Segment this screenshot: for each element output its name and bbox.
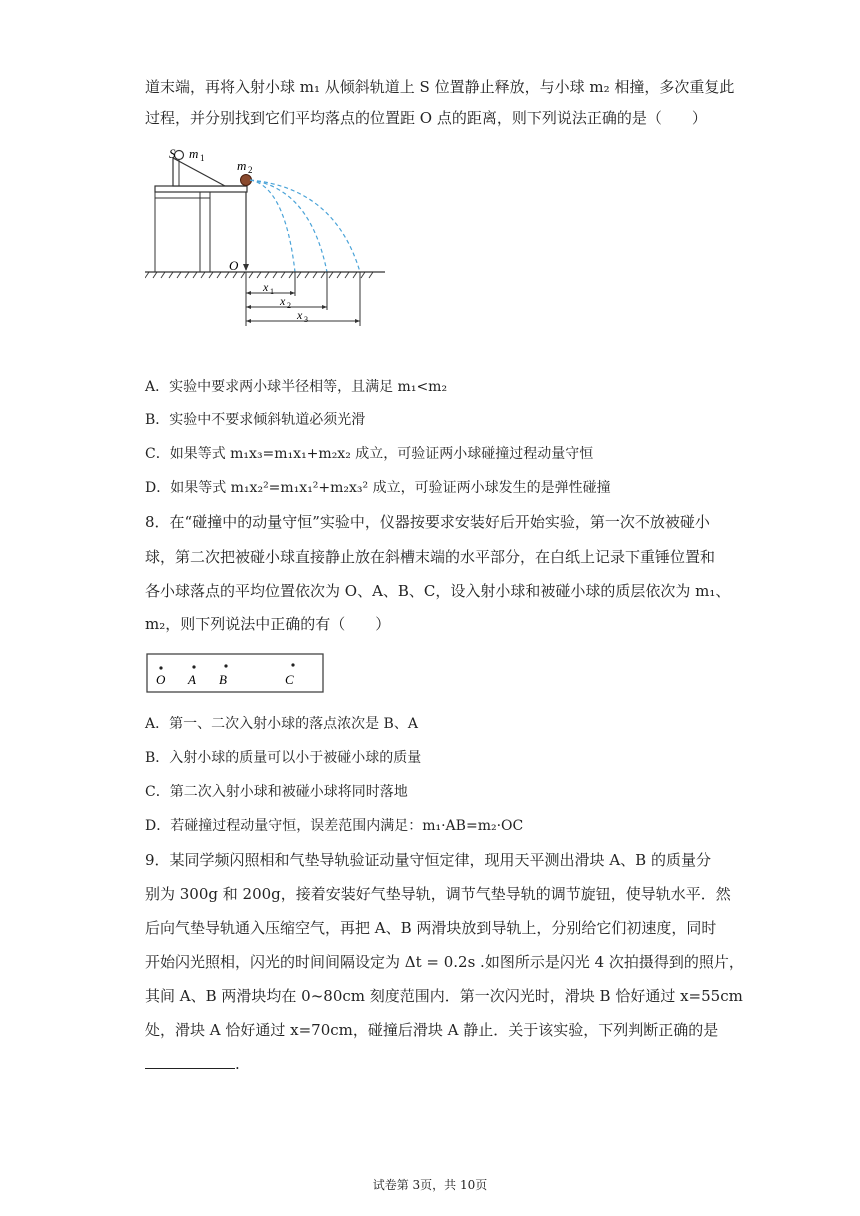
table-frame — [155, 192, 210, 272]
label-m2: m — [237, 158, 247, 173]
label-point-B: B — [219, 672, 227, 687]
label-x1: x — [263, 280, 269, 294]
q8-line-2: 球，第二次把被碰小球直接静止放在斜槽末端的水平部分，在白纸上记录下重锤位置和 — [145, 548, 716, 566]
label-m2-sub: 2 — [248, 165, 253, 175]
q8-line-3: 各小球落点的平均位置依次为 O、A、B、C，设入射小球和被碰小球的质层依次为 m₁、 — [145, 582, 731, 600]
label-x1-sub: 1 — [270, 287, 274, 296]
q7-option-b: B．实验中不要求倾斜轨道必须光滑 — [145, 412, 366, 428]
label-x3: x — [297, 308, 303, 322]
label-point-C: C — [285, 672, 294, 687]
label-O: O — [229, 258, 239, 273]
q9-line-7-end: . — [235, 1055, 240, 1073]
label-point-O: O — [156, 672, 166, 687]
paper-strip — [147, 654, 323, 692]
q9-line-2: 别为 300g 和 200g，接着安装好气垫导轨，调节气垫导轨的调节旋钮，使导轨水平．然 — [145, 885, 731, 903]
q7-line-1: 道末端，再将入射小球 m₁ 从倾斜轨道上 S 位置静止释放，与小球 m₂ 相撞，多次重复此 — [145, 78, 735, 96]
q8-option-c: C．第二次入射小球和被碰小球将同时落地 — [145, 784, 408, 800]
label-S: S — [169, 146, 176, 161]
label-m1-sub: 1 — [200, 153, 205, 163]
q9-line-7 — [145, 1054, 725, 1074]
q8-option-d: D．若碰撞过程动量守恒，误差范围内满足：m₁·AB=m₂·OC — [145, 818, 524, 834]
label-x2-sub: 2 — [287, 301, 291, 310]
q8-option-b: B．入射小球的质量可以小于被碰小球的质量 — [145, 750, 422, 766]
q8-line-4: m₂，则下列说法中正确的有（ ） — [145, 615, 391, 633]
trajectory-3 — [250, 180, 360, 272]
point-C — [291, 663, 294, 666]
label-x2: x — [280, 294, 286, 308]
q7-line-2: 过程，并分别找到它们平均落点的位置距 O 点的距离，则下列说法正确的是（ ） — [145, 109, 707, 127]
q9-line-5: 其间 A、B 两滑块均在 0~80cm 刻度范围内．第一次闪光时，滑块 B 恰好通过 x=55cm — [145, 987, 743, 1005]
inclined-track — [173, 158, 225, 186]
ball-m1 — [175, 151, 184, 160]
point-B — [224, 664, 227, 667]
q7-option-c: C．如果等式 m₁x₃=m₁x₁+m₂x₂ 成立，可验证两小球碰撞过程动量守恒 — [145, 446, 594, 462]
label-point-A: A — [188, 672, 196, 687]
label-x3-sub: 3 — [304, 315, 308, 324]
q9-line-1: 9．某同学频闪照相和气垫导轨验证动量守恒定律，现用天平测出滑块 A、B 的质量分 — [145, 851, 711, 869]
label-m1: m — [189, 146, 199, 161]
table-top — [155, 186, 247, 192]
q7-option-a: A．实验中要求两小球半径相等，且满足 m₁<m₂ — [145, 379, 448, 395]
point-O — [159, 666, 162, 669]
q9-line-6: 处，滑块 A 恰好通过 x=70cm，碰撞后滑块 A 静止．关于该实验，下列判断正确的是 — [145, 1021, 719, 1039]
answer-blank — [145, 1054, 235, 1069]
q7-option-d: D．如果等式 m₁x₂²=m₁x₁²+m₂x₃² 成立，可验证两小球发生的是弹性碰撞 — [145, 480, 611, 496]
q8-line-1: 8．在“碰撞中的动量守恒”实验中，仪器按要求安装好后开始实验，第一次不放被碰小 — [145, 513, 710, 531]
trajectory-1 — [250, 180, 295, 272]
q8-landing-points-figure — [145, 652, 325, 694]
q9-line-3: 后向气垫导轨通入压缩空气，再把 A、B 两滑块放到导轨上，分别给它们初速度，同时 — [145, 919, 717, 937]
page-footer: 试卷第 3页，共 10页 — [372, 1178, 488, 1192]
trajectory-2 — [250, 180, 327, 272]
q8-option-a: A．第一、二次入射小球的落点浓次是 B、A — [145, 716, 418, 732]
q9-line-4: 开始闪光照相，闪光的时间间隔设定为 Δt = 0.2s .如图所示是闪光 4 次拍摄得到的照片， — [145, 953, 744, 971]
point-A — [192, 665, 195, 668]
q7-apparatus-figure — [145, 138, 385, 333]
ball-m2 — [241, 175, 252, 186]
